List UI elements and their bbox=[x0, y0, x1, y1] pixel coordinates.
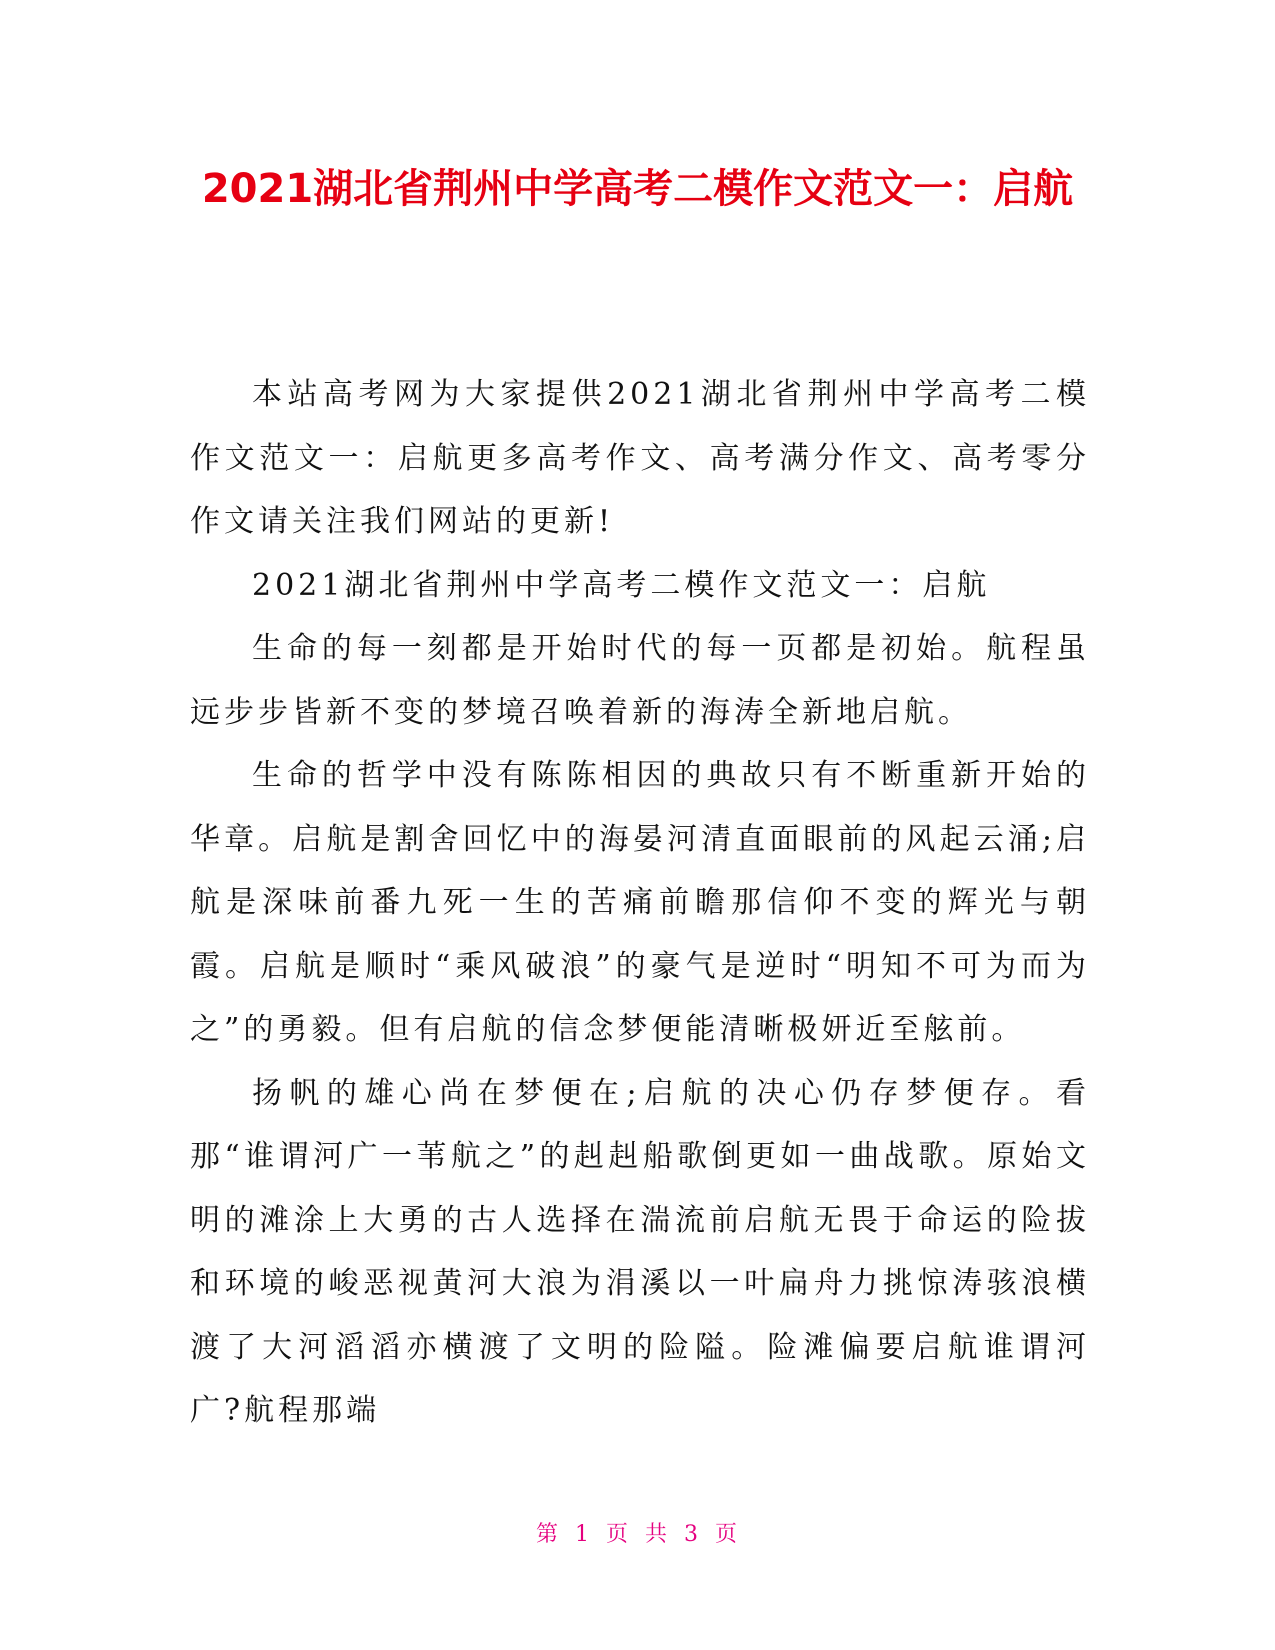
document-body bbox=[190, 363, 1090, 1443]
page-footer bbox=[0, 1521, 1275, 1549]
footer-page-label: 第 bbox=[535, 1522, 560, 1547]
footer-total-pages: 3 bbox=[684, 1522, 701, 1547]
footer-total-unit: 页 bbox=[715, 1522, 740, 1547]
paragraph-1: 生命的每一刻都是开始时代的每一页都是初始。航程虽远步步皆新不变的梦境召唤着新的海涛全新地启航。 bbox=[190, 631, 1090, 730]
footer-page-number: 1 bbox=[574, 1522, 591, 1547]
footer-total-label: 共 bbox=[645, 1522, 670, 1547]
paragraph-3: 扬帆的雄心尚在梦便在;启航的决心仍存梦便存。看那“谁谓河广一苇航之”的赳赳船歌倒更如一曲战歌。原始文明的滩涂上大勇的古人选择在湍流前启航无畏于命运的险拔和环境的峻恶视黄河大浪为涓溪以一叶扁舟力挑惊涛骇浪横渡了大河滔滔亦横渡了文明的险隘。险滩偏要启航谁谓河广?航程那端 bbox=[190, 1075, 1090, 1428]
paragraph-intro: 本站高考网为大家提供2021湖北省荆州中学高考二模作文范文一：启航更多高考作文、高考满分作文、高考零分作文请关注我们网站的更新! bbox=[190, 377, 1090, 539]
document-title: 2021湖北省荆州中学高考二模作文范文一：启航 bbox=[201, 166, 1074, 212]
footer-page-unit: 页 bbox=[605, 1522, 630, 1547]
paragraph-2: 生命的哲学中没有陈陈相因的典故只有不断重新开始的华章。启航是割舍回忆中的海晏河清直面眼前的风起云涌;启航是深味前番九死一生的苦痛前瞻那信仰不变的辉光与朝霞。启航是顺时“乘风破浪”的豪气是逆时“明知不可为而为之”的勇毅。但有启航的信念梦便能清晰极妍近至舷前。 bbox=[190, 758, 1090, 1047]
paragraph-subtitle: 2021湖北省荆州中学高考二模作文范文一：启航 bbox=[252, 567, 991, 603]
